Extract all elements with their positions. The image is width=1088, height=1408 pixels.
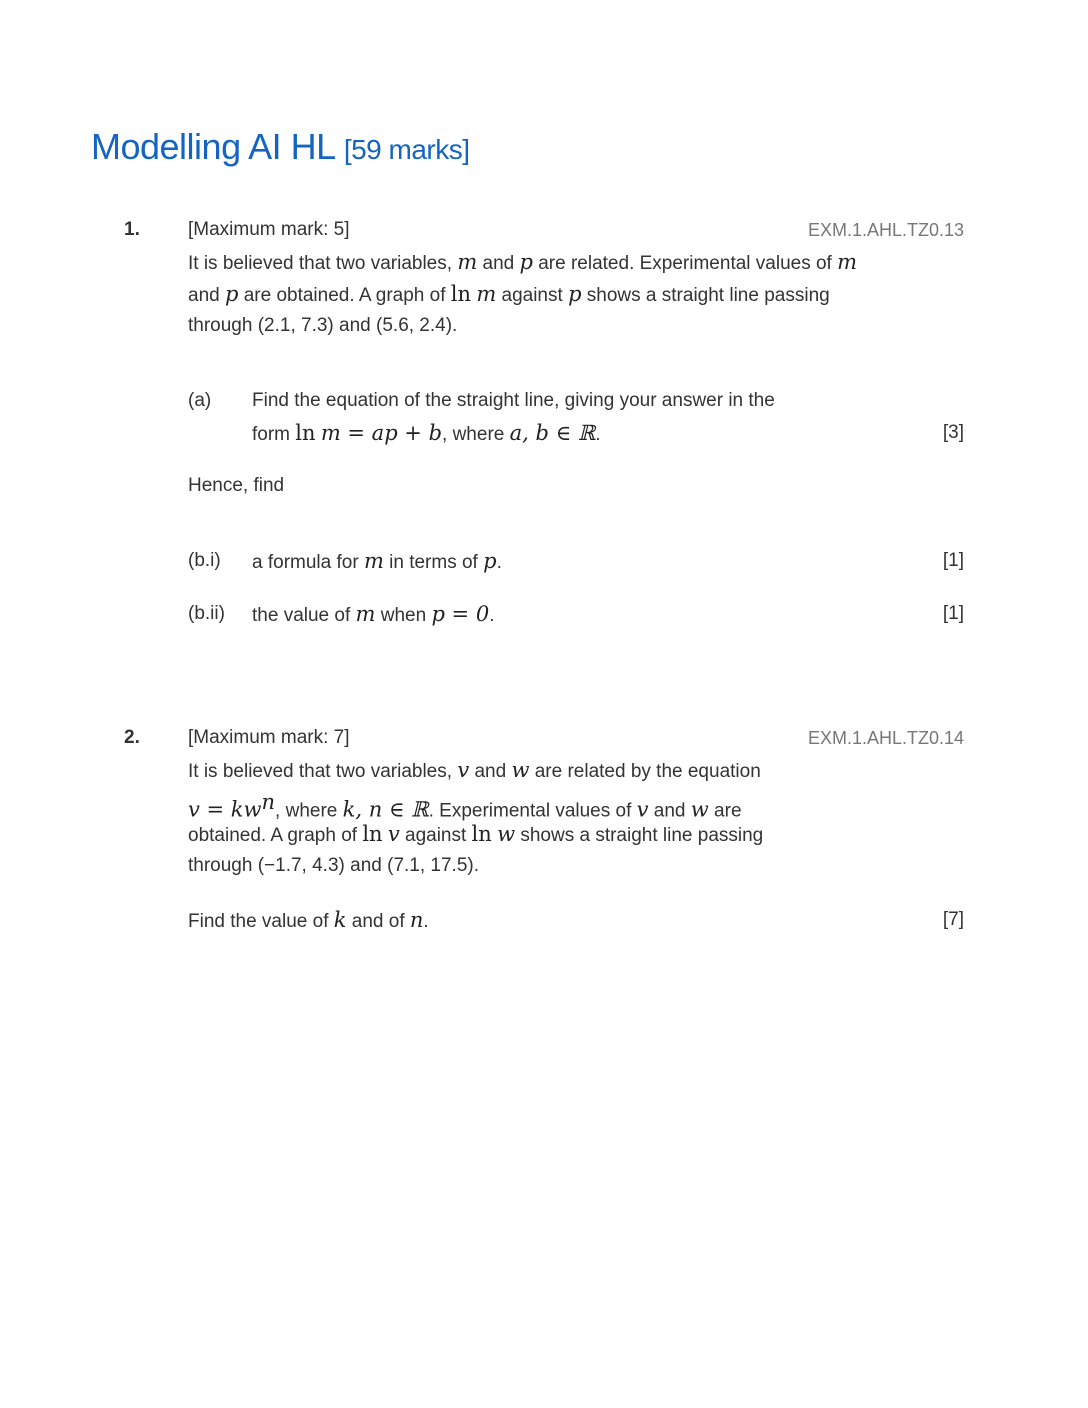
text: . — [595, 424, 601, 445]
text: and — [477, 253, 520, 274]
math-p: p — [568, 282, 582, 306]
text: are related by the equation — [529, 761, 761, 782]
part-a-line-2 — [252, 417, 601, 451]
part-bi-text — [252, 545, 502, 579]
part-a-label: (a) — [188, 390, 212, 411]
text: It is believed that two variables, — [188, 253, 458, 274]
text: in terms of — [383, 552, 484, 573]
math-ln: ln — [450, 282, 472, 306]
math-p: p — [519, 250, 533, 274]
stem-line-1 — [188, 246, 857, 280]
text: It is believed that two variables, — [188, 761, 458, 782]
math-v: v — [457, 758, 470, 782]
stem-line-2 — [188, 278, 830, 312]
text: and of — [346, 911, 410, 932]
text: shows a straight line passing — [515, 825, 764, 846]
text: . — [489, 605, 495, 626]
math-m: m — [837, 250, 858, 274]
text: are related. Experimental values of — [532, 253, 838, 274]
math-p: p — [483, 549, 497, 573]
math-k: k — [333, 908, 347, 932]
math-n: n — [409, 908, 424, 932]
stem-line-3: through (2.1, 7.3) and (5.6, 2.4). — [188, 315, 458, 336]
text: and — [648, 800, 691, 822]
text: , where — [442, 424, 510, 445]
question-number: 2. — [124, 727, 140, 748]
text: shows a straight line passing — [581, 285, 830, 306]
question-number: 1. — [124, 219, 140, 240]
text: form — [252, 424, 296, 445]
part-bii-text — [252, 598, 494, 632]
math-ln: ln — [362, 822, 383, 846]
math-line-equation: m = ap + b — [320, 421, 443, 445]
math-ln: ln — [471, 822, 492, 846]
text: against — [496, 285, 569, 306]
part-bii-marks: [1] — [942, 603, 964, 624]
text: a formula for — [252, 552, 364, 573]
part-bi-label: (b.i) — [188, 550, 221, 571]
math-kn-in-reals: k, n ∈ ℝ — [342, 797, 429, 822]
stem-line-1 — [188, 754, 761, 788]
math-v: v — [387, 822, 400, 846]
document-total-marks: [59 marks] — [343, 134, 470, 165]
text: Find the value of — [188, 911, 334, 932]
text: , where — [275, 800, 343, 822]
part-bi-marks: [1] — [942, 550, 964, 571]
math-ln: ln — [295, 421, 316, 445]
math-v: v — [636, 797, 649, 822]
max-mark: [Maximum mark: 5] — [188, 219, 350, 240]
math-exponent-n: n — [261, 790, 276, 814]
text: and — [469, 761, 512, 782]
part-a-marks: [3] — [942, 422, 964, 443]
text: against — [399, 825, 472, 846]
math-p-equals-0: p = 0 — [431, 602, 490, 626]
document-title — [91, 124, 470, 173]
text: . — [496, 552, 502, 573]
stem-line-4: through (−1.7, 4.3) and (7.1, 17.5). — [188, 855, 479, 876]
question-code: EXM.1.AHL.TZ0.13 — [807, 220, 964, 240]
math-m: m — [476, 282, 497, 306]
text: the value of — [252, 605, 356, 626]
text: and — [188, 285, 225, 306]
part-bii-label: (b.ii) — [188, 603, 225, 624]
question-code: EXM.1.AHL.TZ0.14 — [807, 728, 964, 748]
part-a-line-1: Find the equation of the straight line, giving your answer in the — [252, 390, 775, 411]
stem-line-3 — [188, 818, 763, 852]
find-line — [188, 904, 429, 938]
math-m: m — [363, 549, 384, 573]
math-ab-in-reals: a, b ∈ ℝ — [509, 421, 596, 445]
math-w: w — [690, 797, 709, 822]
find-marks: [7] — [942, 909, 964, 930]
math-p: p — [224, 282, 239, 306]
hence-find: Hence, find — [188, 475, 285, 496]
max-mark: [Maximum mark: 7] — [188, 727, 350, 748]
math-w: w — [497, 822, 516, 846]
math-m: m — [355, 602, 376, 626]
math-w: w — [511, 758, 530, 782]
text: . Experimental values of — [428, 800, 637, 822]
text: are — [708, 800, 742, 822]
math-power-equation: v = kw — [188, 797, 262, 822]
text: when — [375, 605, 432, 626]
math-m: m — [457, 250, 478, 274]
document-title-text: Modelling AI HL — [91, 126, 335, 167]
text: . — [423, 911, 429, 932]
text: are obtained. A graph of — [238, 285, 451, 306]
text: obtained. A graph of — [188, 825, 363, 846]
